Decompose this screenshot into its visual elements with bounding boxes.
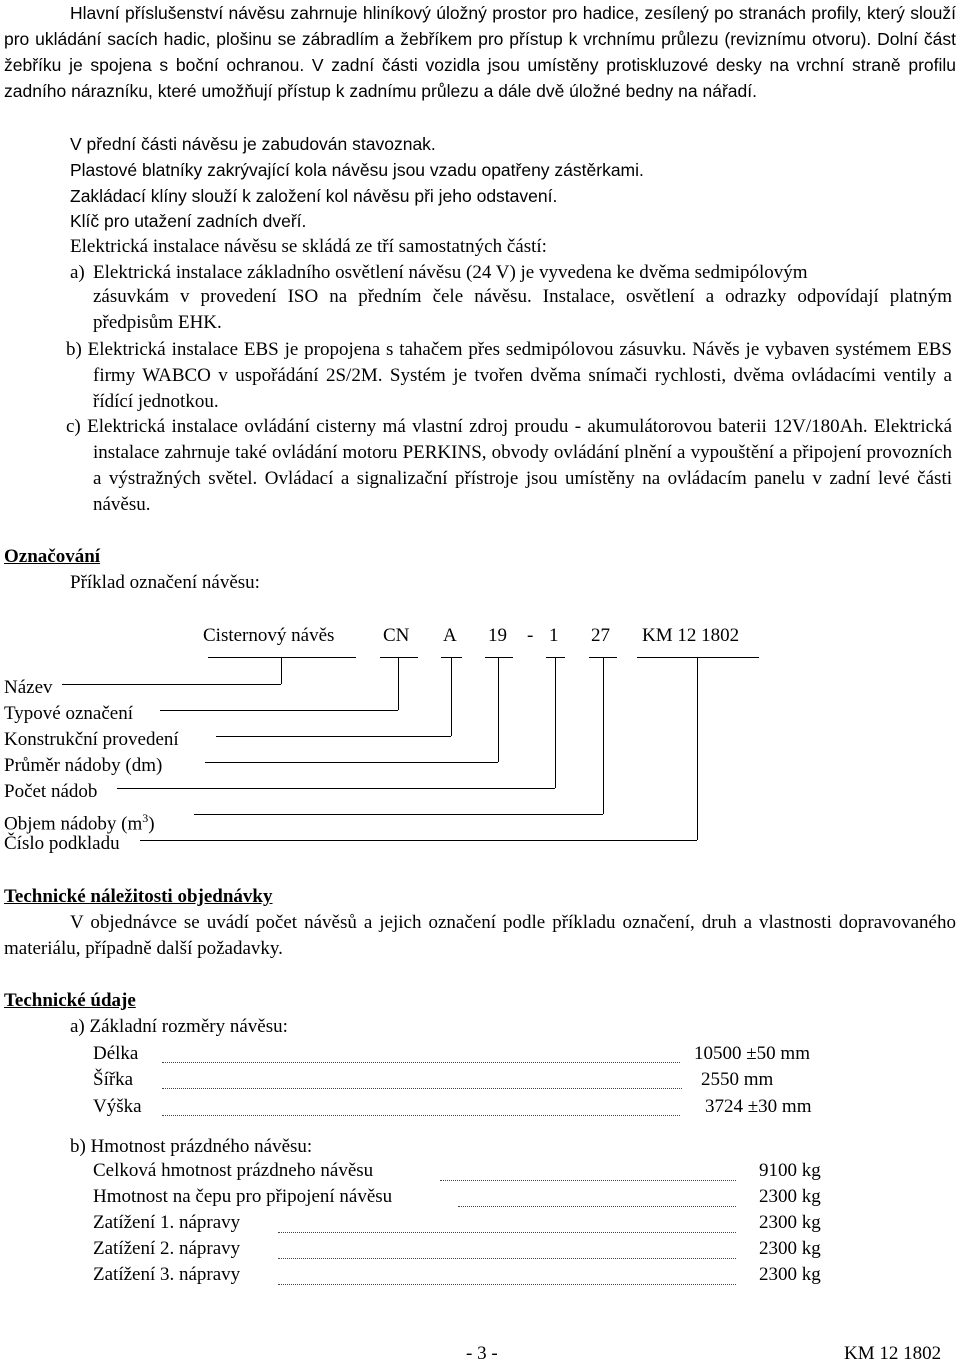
intro-line-kliny: Zakládací klíny slouží k založení kol návěsu při jeho odstavení. bbox=[70, 186, 558, 206]
code-dash: - bbox=[527, 625, 534, 646]
label-nazev: Název bbox=[4, 677, 53, 698]
code-provedeni: A bbox=[443, 625, 457, 646]
label-cislo-podkladu: Číslo podkladu bbox=[4, 833, 120, 854]
dim-delka-name: Délka bbox=[93, 1043, 139, 1064]
objem-sup: 3 bbox=[142, 811, 149, 825]
weight-celkova-leader bbox=[440, 1180, 736, 1181]
code-underline-nazev bbox=[208, 657, 356, 658]
weight-naprava1-name: Zatížení 1. nápravy bbox=[93, 1212, 241, 1233]
connector-v-nazev bbox=[281, 658, 282, 684]
weight-naprava3-value: 2300 kg bbox=[759, 1264, 821, 1285]
dim-delka-leader bbox=[162, 1062, 680, 1063]
weight-cep-name: Hmotnost na čepu pro připojení návěsu bbox=[93, 1186, 393, 1207]
code-objem: 27 bbox=[591, 625, 610, 646]
intro-line-blatniky: Plastové blatníky zakrývající kola návěsu jsou vzadu opatřeny zástěrkami. bbox=[70, 160, 644, 180]
dim-sirka-name: Šířka bbox=[93, 1069, 134, 1090]
connector-v-objem bbox=[603, 658, 604, 814]
connector-v-typ bbox=[398, 658, 399, 710]
weight-cep-leader bbox=[458, 1206, 736, 1207]
objednavka-text: V objednávce se uvádí počet návěsů a jejich označení podle příkladu označení, druh a vlastnosti dopravovaného materiálu, případně další požadavky. bbox=[4, 912, 956, 959]
intro-line-klic: Klíč pro utažení zadních dveří. bbox=[70, 211, 307, 231]
connector-v-provedeni bbox=[451, 658, 452, 736]
dim-sirka-value: 2550 mm bbox=[701, 1069, 774, 1090]
connector-v-prumer bbox=[498, 658, 499, 762]
intro-paragraph: Hlavní příslušenství návěsu zahrnuje hliníkový úložný prostor pro hadice, zesílený po stranách profily, který slouží pro ukládání sacích hadic, plošinu se zábradlím a žebříkem pro přístup k vrchnímu průlezu (reviznímu otvoru). Dolní část žebříku je spojena s boční ochranou. V zadní části vozidla jsou umístěny protiskluzové desky na vrchní straně profilu zadního nárazníku, které umožňují přístup k zadnímu průlezu a dále dvě úložné bedny na nářadí. bbox=[4, 3, 956, 101]
weight-celkova-value: 9100 kg bbox=[759, 1160, 821, 1181]
page-number: - 3 - bbox=[466, 1343, 498, 1364]
objem-text: Objem nádoby (m bbox=[4, 813, 143, 835]
weight-naprava1-value: 2300 kg bbox=[759, 1212, 821, 1233]
weight-cep-value: 2300 kg bbox=[759, 1186, 821, 1207]
electrical-c-text: c) Elektrická instalace ovládání cisterny má vlastní zdroj proudu - akumulátorovou baterii 12V/180Ah. Elektrická instalace zahrnuje také ovládání motoru PERKINS, obvody ovládání plnění a vypouštění a připojení provozních a výstražných světel. Ovládací a signalizační přístroje jsou umístěny na ovládacím panelu v zadní levé části návěsu. bbox=[66, 416, 952, 515]
dim-sirka-leader bbox=[162, 1088, 682, 1089]
code-pocet: 1 bbox=[549, 625, 559, 646]
electrical-a-label: a) bbox=[70, 262, 85, 283]
weight-celkova-name: Celková hmotnost prázdneho návěsu bbox=[93, 1160, 374, 1181]
label-typove-oznaceni: Typové označení bbox=[4, 703, 133, 724]
connector-h-prumer bbox=[205, 762, 498, 763]
code-typ: CN bbox=[383, 625, 410, 646]
connector-h-pocet bbox=[117, 788, 555, 789]
example-label: Příklad označení návěsu: bbox=[70, 572, 260, 593]
weight-naprava2-name: Zatížení 2. nápravy bbox=[93, 1238, 241, 1259]
connector-h-nazev bbox=[62, 684, 281, 685]
dim-vyska-leader bbox=[162, 1115, 680, 1116]
udaje-a-label: a) Základní rozměry návěsu: bbox=[70, 1016, 288, 1037]
weight-naprava3-leader bbox=[278, 1284, 736, 1285]
electrical-b-text: b) Elektrická instalace EBS je propojena s tahačem přes sedmipólovou zásuvku. Návěs je vybaven systémem EBS firmy WABCO v uspořádání 2S/2M. Systém je tvořen dvěma snímači rychlosti, dvěma ovládacími ventily a řídící jednotkou. bbox=[66, 339, 952, 412]
code-prumer: 19 bbox=[488, 625, 507, 646]
electrical-c bbox=[66, 414, 952, 518]
label-konstrukcni-provedeni: Konstrukční provedení bbox=[4, 729, 179, 750]
connector-h-objem bbox=[194, 814, 603, 815]
weight-naprava3-name: Zatížení 3. nápravy bbox=[93, 1264, 241, 1285]
heading-objednavka: Technické náležitosti objednávky bbox=[4, 886, 273, 907]
label-pocet-nadob: Počet nádob bbox=[4, 781, 98, 802]
electrical-a-first-line: Elektrická instalace základního osvětlení návěsu (24 V) je vyvedena ke dvěma sedmipólovým bbox=[93, 262, 808, 283]
connector-v-pocet bbox=[555, 658, 556, 788]
code-underline-cislo bbox=[637, 657, 759, 658]
weight-naprava2-leader bbox=[278, 1258, 736, 1259]
heading-oznacovani: Označování bbox=[4, 546, 101, 567]
weight-naprava2-value: 2300 kg bbox=[759, 1238, 821, 1259]
code-nazev: Cisternový návěs bbox=[203, 625, 335, 646]
electrical-b bbox=[66, 337, 952, 415]
connector-h-cislo bbox=[140, 840, 697, 841]
dim-vyska-value: 3724 ±30 mm bbox=[705, 1096, 812, 1117]
footer-doc-code: KM 12 1802 bbox=[844, 1343, 942, 1364]
connector-h-typ bbox=[160, 710, 398, 711]
electrical-a-rest: zásuvkám v provedení ISO na předním čele návěsu. Instalace, osvětlení a odrazky odpovídají platným předpisům EHK. bbox=[93, 286, 952, 333]
code-underline-prumer bbox=[485, 657, 513, 658]
connector-v-cislo bbox=[697, 658, 698, 840]
intro-line-stavoznak: V přední části návěsu je zabudován stavoznak. bbox=[70, 134, 436, 154]
label-prumer-nadoby: Průměr nádoby (dm) bbox=[4, 755, 163, 776]
electrical-intro: Elektrická instalace návěsu se skládá ze tří samostatných částí: bbox=[70, 236, 547, 257]
dim-delka-value: 10500 ±50 mm bbox=[694, 1043, 810, 1064]
label-objem-nadoby bbox=[4, 807, 155, 835]
udaje-b-label: b) Hmotnost prázdného návěsu: bbox=[70, 1136, 313, 1157]
weight-naprava1-leader bbox=[278, 1232, 736, 1233]
dim-vyska-name: Výška bbox=[93, 1096, 142, 1117]
connector-h-provedeni bbox=[216, 736, 451, 737]
objem-close: ) bbox=[148, 813, 155, 835]
code-underline-typ bbox=[380, 657, 418, 658]
heading-udaje: Technické údaje bbox=[4, 990, 136, 1011]
code-cislo: KM 12 1802 bbox=[642, 625, 740, 646]
